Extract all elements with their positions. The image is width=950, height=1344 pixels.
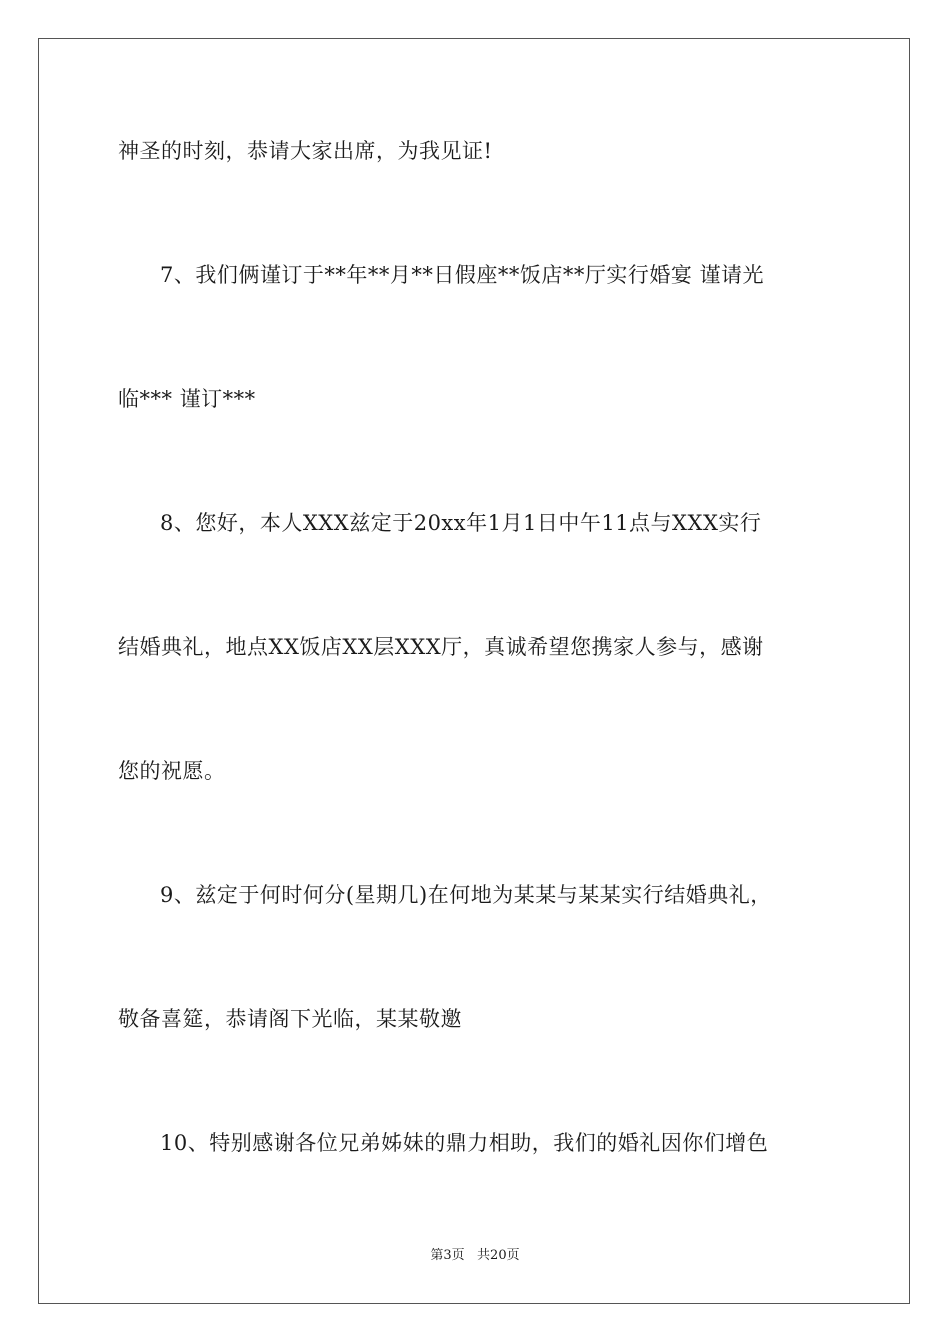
text-line: 8、您好，本人XXX兹定于20xx年1月1日中午11点与XXX实行 <box>160 511 762 535</box>
text-line: 7、我们俩谨订于**年**月**日假座**饭店**厅实行婚宴 谨请光 <box>160 263 765 287</box>
text-line: 临*** 谨订*** <box>118 387 256 411</box>
text-line: 9、兹定于何时何分(星期几)在何地为某某与某某实行结婚典礼， <box>160 883 772 907</box>
text-line: 神圣的时刻，恭请大家出席，为我见证! <box>118 139 493 163</box>
page-number: 第3页 共20页 <box>430 1248 520 1263</box>
text-line: 结婚典礼，地点XX饭店XX层XXX厅，真诚希望您携家人参与，感谢 <box>118 635 764 659</box>
page-frame <box>38 38 910 1304</box>
text-line: 您的祝愿。 <box>118 759 226 783</box>
text-line: 敬备喜筵，恭请阁下光临，某某敬邀 <box>118 1007 462 1031</box>
text-line: 10、特别感谢各位兄弟姊妹的鼎力相助，我们的婚礼因你们增色 <box>160 1131 769 1155</box>
